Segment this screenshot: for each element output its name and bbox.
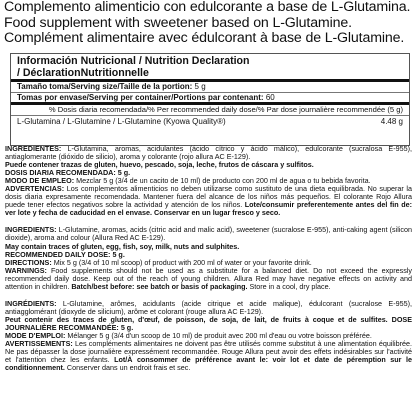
es-dose: DOSIS DIARIA RECOMENDADA: 5 g. [5,168,131,178]
es-usage: MODO DE EMPLEO: Mezclar 5 g (3/4 de un cacito de 10 ml) de producto con 200 ml de agua o tu bebida favorita. [5,176,371,186]
nutrition-title [11,54,409,82]
headline-french: Complément alimentaire avec édulcorant à base de L-Glutamine. [4,30,405,47]
serving-size-label: Tamaño toma/Serving size/Taille de la portion: [17,82,193,92]
es-traces: Puede contener trazas de gluten, huevo, pescado, soja, leche, frutos de cáscara y sulfitos. [5,160,314,170]
en-warnings: WARNINGS: Food supplements should not be used as a substitute for a balanced diet. Do not exceed the expressly recommended daily dose. Keep out of the reach of young children. Allura Red may have negative effects on activity and attention in children. Batch/best before: see batch or basis of packaging. Store in a cool, dry place. [5,265,412,291]
headline-spanish: Complemento alimenticio con edulcorante a base de L-Glutamina. [4,0,411,15]
column-header-row [11,105,409,116]
es-warnings: ADVERTENCIAS: Los complementos alimenticios no deben utilizarse como sustituto de una dieta equilibrada. No superar la dosis diaria expresamente recomendada. Mantener fuera del alcance de los niños más pequeños. El colorante Rojo Allura puede tener efectos negativos sobre la actividad y atención de los niños. Lote/consumir preferentemente antes del fin de: ver lote y fecha de caducidad en el envase. Conservar en un lugar fresco y seco. [5,184,413,218]
servings-row [11,93,409,106]
en-dose: RECOMMENDED DAILY DOSE: 5 g. [5,249,125,259]
column-header: % Dosis diaria recomendada/% Per recommended daily dose/% Par dose journalière recommendée (5 g) [48,105,403,115]
product-headline [4,0,414,47]
servings-value: 60 [265,92,275,102]
fr-usage: MODE D'EMPLOI: Mélanger 5 g (3/4 d'un scoop de 10 ml) de produit avec 200 ml d'eau ou votre boisson préférée. [5,330,372,340]
fr-traces: Peut contenir des traces de gluten, d'œuf, de poisson, de soja, de lait, de fruits à coque et de sulfites. DOSE JOURNALIÈRE RECOMMANDÉE: 5 g. [5,314,412,332]
fr-ingredients: INGRÉDIENTS: L-Glutamine, arômes, acidulants (acide citrique et acide malique), édulcorant (sucralose E-955), antiagglomérant (dioxyde de silicium), arôme et colorant (rouge allura AC E-129). [5,298,413,316]
headline-english: Food supplement with sweetener based on L-Glutamine. [4,14,352,31]
ingredient-name: L-Glutamina / L-Glutamine / L-Glutamine (Kyowa Quality®) [17,116,226,126]
serving-size-value: 5 g [194,82,206,92]
serving-size-row [11,82,409,93]
ingredient-value: 4.48 g [380,116,403,126]
en-traces: May contain traces of gluten, egg, fish, soy, milk, nuts and sulphites. [5,241,240,251]
en-ingredients: INGREDIENTS: L-Glutamine, aromas, acids (citric acid and malic acid), sweetener (sucralose E-955), anti-caking agent (silicon dioxide), aroma and colour (Allura Red AC E-129). [5,225,412,243]
es-ingredients: INGREDIENTES: L-Glutamina, aromas, acidulantes (ácido cítrico y ácido málico), edulcorante (sucralosa E-955), antiaglomerante (dióxido de silicio), aroma y colorante (rojo allura AC E-129). [5,144,412,162]
nutrition-title-line2: / DéclarationNutritionnelle [17,66,149,79]
en-usage: DIRECTIONS: Mix 5 g (3/4 of 10 ml scoop) of product with 200 ml of water or your favorite drink. [5,257,312,267]
nutrition-panel [10,53,410,146]
servings-label: Tomas por envase/Serving per container/Portions par contenant: [17,92,264,102]
label-text-body [5,145,412,372]
ingredient-row [11,116,409,127]
fr-warnings: AVERTISSEMENTS: Les compléments alimentaires ne doivent pas être utilisés comme substitut à une alimentation équilibrée. Ne pas dépasser la dose journalière expressément recommandée. Rouge Allura peut avoir des effets indésirables sur l'activité et l'attention chez les enfants. Lot/À consommer de préférence avant le: voir lot et date de péremption sur le conditionnement. Conserver dans un endroit frais et sec. [5,339,412,373]
nutrition-title-line1: Información Nutricional / Nutrition Declaration [17,55,250,67]
